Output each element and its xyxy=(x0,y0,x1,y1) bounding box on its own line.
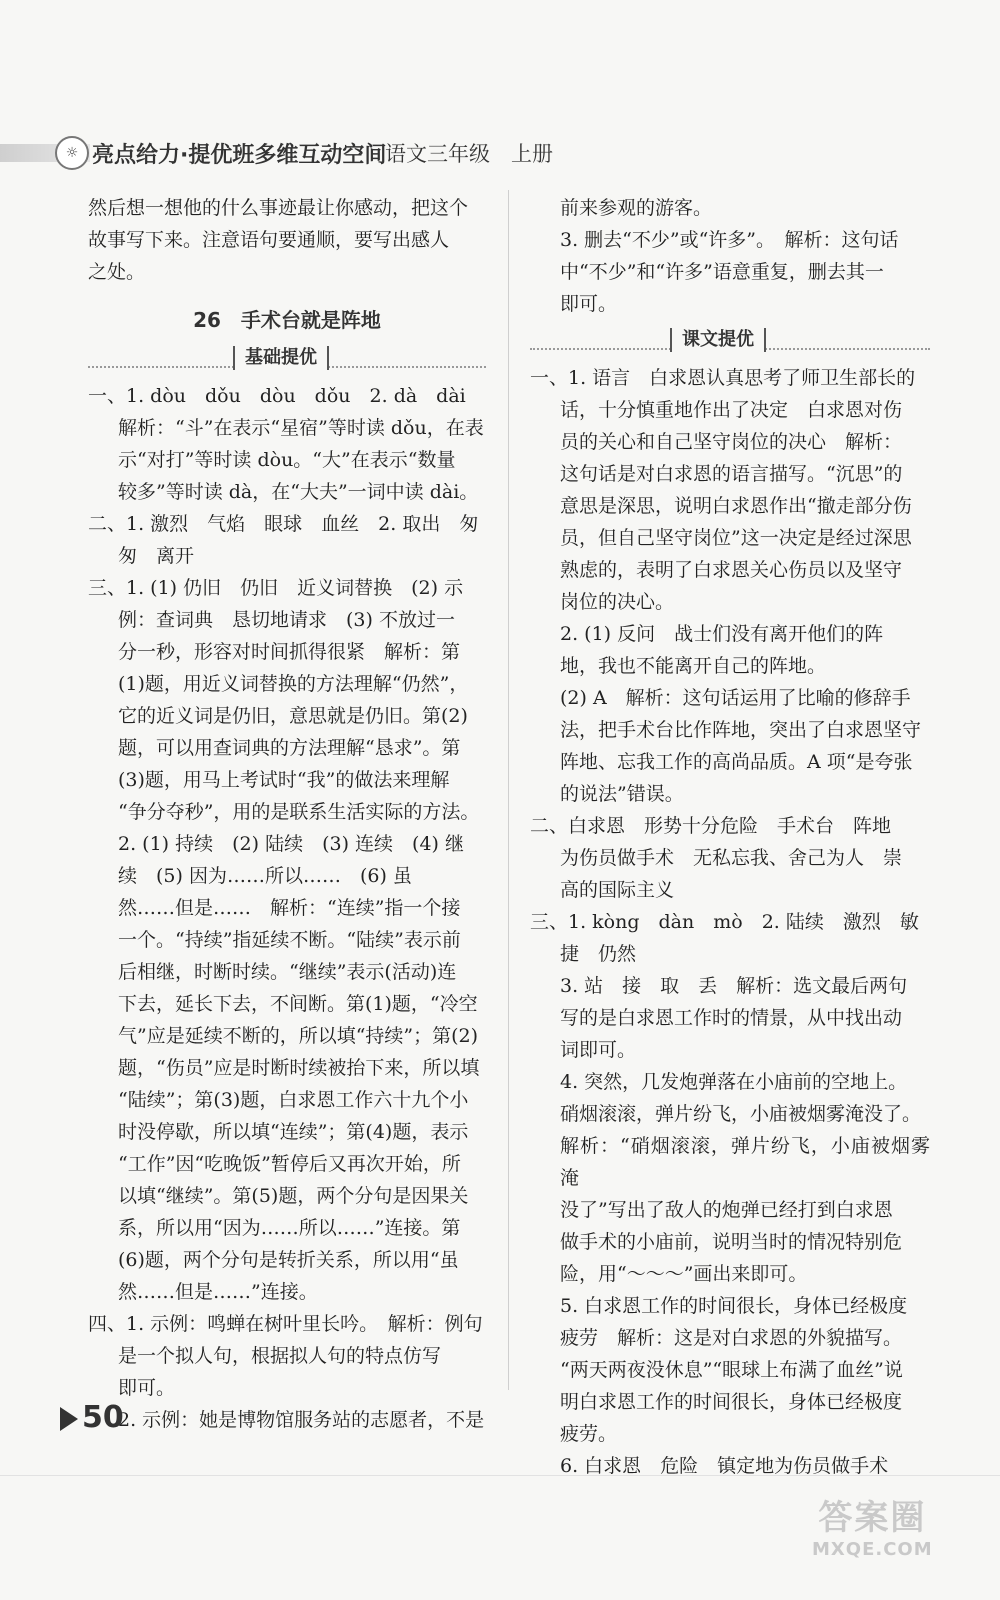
text-line: 题，“伤员”应是时断时续被抬下来，所以填 xyxy=(118,1057,480,1079)
text-line: 词即可。 xyxy=(560,1039,637,1061)
text-line: 解析：“斗”在表示“星宿”等时读 dǒu，在表 xyxy=(118,417,484,439)
book-title: 亮点给力·提优班多维互动空间 xyxy=(92,143,387,168)
text-line: 气”应是延续不断的，所以填“持续”；第(2) xyxy=(118,1025,479,1047)
text-line: 后相继，时断时续。“继续”表示(活动)连 xyxy=(118,961,457,983)
watermark-title: 答案圈 xyxy=(818,1498,927,1538)
text-line: 然后想一想他的什么事迹最让你感动，把这个 xyxy=(88,197,469,219)
text-line: 高的国际主义 xyxy=(560,879,675,901)
text-line: 4. 突然，几发炮弹落在小庙前的空地上。 xyxy=(560,1071,908,1093)
section-label-basic xyxy=(88,344,486,376)
text-line: 一、1. dòu dǒu dòu dǒu 2. dà dài xyxy=(88,385,466,407)
section-label-text xyxy=(530,326,930,358)
text-line: 做手术的小庙前，说明当时的情况特别危 xyxy=(560,1231,903,1253)
text-line: “工作”因“吃晚饭”暂停后又再次开始，所 xyxy=(118,1153,461,1175)
text-line: 即可。 xyxy=(118,1377,176,1399)
left-column xyxy=(88,192,486,1436)
text-line: 分一秒，形容对时间抓得很紧 解析：第 xyxy=(118,641,461,663)
watermark-url: MXQE.COM xyxy=(812,1539,933,1560)
text-line: 员的关心和自己坚守岗位的决心 解析： xyxy=(560,431,903,453)
text-line: 地，我也不能离开自己的阵地。 xyxy=(560,655,827,677)
text-line: 熟虑的，表明了白求恩关心伤员以及坚守 xyxy=(560,559,903,581)
text-line: 2. (1) 持续 (2) 陆续 (3) 连续 (4) 继 xyxy=(118,833,464,855)
text-line: 2. 示例：她是博物馆服务站的志愿者，不是 xyxy=(118,1409,485,1431)
text-line: (3)题，用马上考试时“我”的做法来理解 xyxy=(118,769,450,791)
text-line: 它的近义词是仍旧，意思就是仍旧。第(2) xyxy=(118,705,468,727)
text-line: (1)题，用近义词替换的方法理解“仍然”， xyxy=(118,673,469,695)
text-line: 话，十分慎重地作出了决定 白求恩对伤 xyxy=(560,399,903,421)
answer-list-continued xyxy=(530,192,930,320)
text-line: 四、1. 示例：鸣蝉在树叶里长吟。 解析：例句 xyxy=(88,1313,483,1335)
bottom-rule xyxy=(0,1475,1000,1476)
watermark-logo xyxy=(812,1490,933,1560)
text-line: 的说法”错误。 xyxy=(560,783,684,805)
text-line: 以填“继续”。第(5)题，两个分句是因果关 xyxy=(118,1185,469,1207)
text-line: 然……但是…… 解析：“连续”指一个接 xyxy=(118,897,461,919)
text-line: 下去，延长下去，不间断。第(1)题，“冷空 xyxy=(118,993,478,1015)
section-title: 课文提优 xyxy=(670,328,766,352)
text-line: 3. 删去“不少”或“许多”。 解析：这句话 xyxy=(560,229,899,251)
text-line: 为伤员做手术 无私忘我、舍己为人 崇 xyxy=(560,847,903,869)
text-line: 意思是深思，说明白求恩作出“撤走部分伤 xyxy=(560,495,912,517)
text-line: 捷 仍然 xyxy=(560,943,637,965)
section-title: 基础提优 xyxy=(233,346,329,370)
text-line: 解析：“硝烟滚滚，弹片纷飞，小庙被烟雾淹 xyxy=(560,1135,930,1189)
text-line: 题，可以用查词典的方法理解“恳求”。第 xyxy=(118,737,461,759)
text-line: 5. 白求恩工作的时间很长，身体已经极度 xyxy=(560,1295,908,1317)
text-line: 即可。 xyxy=(560,293,618,315)
text-line: 险，用“～～～”画出来即可。 xyxy=(560,1263,808,1285)
text-line: 二、1. 激烈 气焰 眼球 血丝 2. 取出 匆 xyxy=(88,513,479,535)
text-line: 一、1. 语言 白求恩认真思考了师卫生部长的 xyxy=(530,367,916,389)
lesson-title: 26 手术台就是阵地 xyxy=(193,308,381,332)
text-line: 硝烟滚滚，弹片纷飞，小庙被烟雾淹没了。 xyxy=(560,1103,922,1125)
text-line: 三、1. kòng dàn mò 2. 陆续 激烈 敏 xyxy=(530,911,919,933)
page-number xyxy=(60,1400,124,1435)
text-line: 匆 离开 xyxy=(118,545,195,567)
page-header xyxy=(0,132,1000,172)
text-line: 6. 白求恩 危险 镇定地为伤员做手术 xyxy=(560,1455,889,1477)
text-line: 较多”等时读 dà，在“大夫”一词中读 dài。 xyxy=(118,481,479,503)
answer-list xyxy=(530,362,930,1482)
text-line: 3. 站 接 取 丢 解析：选文最后两句 xyxy=(560,975,908,997)
text-line: 示“对打”等时读 dòu。“大”在表示“数量 xyxy=(118,449,456,471)
text-line: 系，所以用“因为……所以……”连接。第 xyxy=(118,1217,461,1239)
intro-text xyxy=(88,192,486,288)
text-line: 中“不少”和“许多”语意重复，删去其一 xyxy=(560,261,884,283)
page-number-text: 50 xyxy=(82,1400,124,1435)
text-line: 前来参观的游客。 xyxy=(560,197,713,219)
text-line: 是一个拟人句，根据拟人句的特点仿写 xyxy=(118,1345,442,1367)
text-line: “陆续”；第(3)题，白求恩工作六十九个小 xyxy=(118,1089,469,1111)
right-column xyxy=(530,192,930,1482)
text-line: 故事写下来。注意语句要通顺，要写出感人 xyxy=(88,229,450,251)
text-line: 法，把手术台比作阵地，突出了白求恩坚守 xyxy=(560,719,922,741)
text-line: 这句话是对白求恩的语言描写。“沉思”的 xyxy=(560,463,903,485)
column-divider xyxy=(508,190,509,1390)
text-line: (2) A 解析：这句话运用了比喻的修辞手 xyxy=(560,687,911,709)
text-line: 例：查词典 恳切地请求 (3) 不放过一 xyxy=(118,609,455,631)
text-line: 写的是白求恩工作时的情景，从中找出动 xyxy=(560,1007,903,1029)
text-line: 阵地、忘我工作的高尚品质。A 项“是夸张 xyxy=(560,751,913,773)
text-line: (6)题，两个分句是转折关系，所以用“虽 xyxy=(118,1249,459,1271)
text-line: 疲劳。 xyxy=(560,1423,618,1445)
text-line: 之处。 xyxy=(88,261,146,283)
text-line: 岗位的决心。 xyxy=(560,591,675,613)
text-line: 续 (5) 因为……所以…… (6) 虽 xyxy=(118,865,412,887)
text-line: 然……但是……”连接。 xyxy=(118,1281,318,1303)
text-line: 一个。“持续”指延续不断。“陆续”表示前 xyxy=(118,929,461,951)
text-line: “两天两夜没休息”“眼球上布满了血丝”说 xyxy=(560,1359,903,1381)
text-line: 二、白求恩 形势十分危险 手术台 阵地 xyxy=(530,815,892,837)
text-line: 没了”写出了敌人的炮弹已经打到白求恩 xyxy=(560,1199,893,1221)
text-line: 2. (1) 反问 战士们没有离开他们的阵 xyxy=(560,623,884,645)
book-subject: 语文三年级 上册 xyxy=(385,142,553,166)
page-arrow-icon xyxy=(60,1407,78,1431)
text-line: 疲劳 解析：这是对白求恩的外貌描写。 xyxy=(560,1327,903,1349)
text-line: 明白求恩工作的时间很长，身体已经极度 xyxy=(560,1391,903,1413)
text-line: 员，但自己坚守岗位”这一决定是经过深思 xyxy=(560,527,912,549)
text-line: 三、1. (1) 仍旧 仍旧 近义词替换 (2) 示 xyxy=(88,577,464,599)
answer-list xyxy=(88,380,486,1436)
text-line: “争分夺秒”，用的是联系生活实际的方法。 xyxy=(118,801,480,823)
brand-logo-icon: ☼ xyxy=(55,136,89,170)
text-line: 时没停歇，所以填“连续”；第(4)题，表示 xyxy=(118,1121,469,1143)
